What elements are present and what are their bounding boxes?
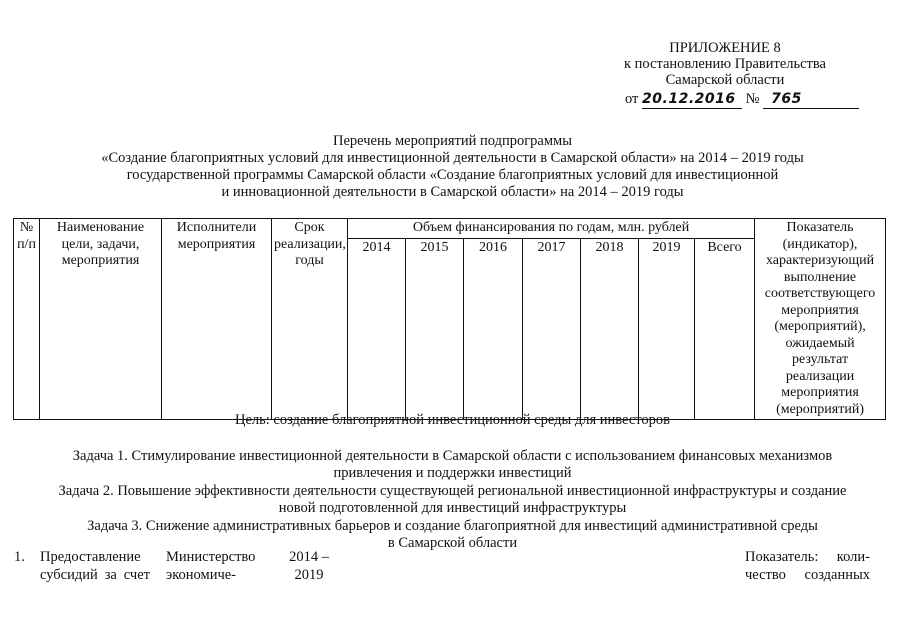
annex-line-2: к постановлению Правительства (624, 56, 826, 72)
heading-line-4: и инновационной деятельности в Самарской области» на 2014 – 2019 годы (221, 184, 684, 200)
row-1-executor (166, 548, 264, 584)
annex-date-number-line (625, 91, 859, 109)
task-1-line-2: привлечения и поддержки инвестиций (333, 464, 572, 481)
task-3 (20, 518, 885, 551)
col-header-financing: Объем финансирования по годам, млн. рублей (348, 219, 755, 239)
col-header-name: Наименование цели, задачи, мероприятия (40, 219, 162, 420)
row-1-name-line-2: субсидий за счет (40, 567, 150, 583)
task-2-line-2: новой подготовленной для инвестиций инфраструктуры (278, 499, 627, 516)
task-2-line-1: Задача 2. Повышение эффективности деятельности существующей региональной инвестиционной инфраструктуры и создание (58, 483, 847, 499)
heading-line-2: «Создание благоприятных условий для инвестиционной деятельности в Самарской области» на 2014 – 2019 годы (101, 150, 804, 166)
task-3-line-1: Задача 3. Снижение административных барьеров и создание благоприятной для инвестиций административной среды (87, 518, 818, 534)
row-1-name (40, 548, 150, 584)
year-header-2019: 2019 (639, 238, 695, 420)
col-header-number: № п/п (14, 219, 40, 420)
year-header-2016: 2016 (464, 238, 523, 420)
row-1-indicator (745, 548, 870, 584)
measures-table-header (13, 218, 886, 420)
date-field (642, 91, 742, 109)
col-header-executors: Исполнители мероприятия (162, 219, 272, 420)
number-field (763, 91, 859, 109)
document-heading (40, 133, 865, 201)
row-1-number: 1. (14, 549, 25, 565)
task-1 (20, 448, 885, 481)
row-1-exec-line-2: экономиче- (166, 567, 237, 583)
row-1-term-line-2: 2019 (294, 567, 324, 583)
year-header-2018: 2018 (581, 238, 639, 420)
year-header-total: Всего (695, 238, 755, 420)
row-1-name-line-1: Предоставление (40, 549, 141, 565)
year-header-2014: 2014 (348, 238, 406, 420)
number-label: № (745, 91, 760, 107)
handwritten-date: 20.12.2016 (642, 91, 736, 107)
year-header-2017: 2017 (523, 238, 581, 420)
heading-line-1: Перечень мероприятий подпрограммы (333, 133, 572, 149)
row-1-ind-line-2: чество созданных (745, 567, 870, 583)
year-header-2015: 2015 (406, 238, 464, 420)
heading-line-3: государственной программы Самарской области «Создание благоприятных условий для инвестиционной (126, 167, 779, 183)
handwritten-number: 765 (771, 91, 802, 107)
row-1-exec-line-1: Министерство (166, 549, 256, 565)
row-1-ind-line-1: Показатель: коли- (745, 549, 870, 565)
col-header-indicator: Показатель (индикатор), характеризующий выполнение соответствующего мероприятия (мероприятий), ожидаемый результат реализации мероприятия (мероприятий) (755, 219, 886, 420)
col-header-term: Срок реализации, годы (272, 219, 348, 420)
task-2 (20, 483, 885, 516)
annex-title: ПРИЛОЖЕНИЕ 8 (669, 40, 781, 56)
task-3-line-2: в Самарской области (387, 534, 518, 551)
annex-line-3: Самарской области (665, 72, 785, 88)
goal-text: Цель: создание благоприятной инвестиционной среды для инвесторов (234, 412, 671, 428)
task-1-line-1: Задача 1. Стимулирование инвестиционной деятельности в Самарской области с использованием финансовых механизмов (72, 448, 833, 464)
from-label: от (625, 91, 639, 107)
row-1-term-line-1: 2014 – (289, 549, 329, 565)
row-1-term (278, 548, 340, 584)
annex-header (560, 40, 890, 88)
